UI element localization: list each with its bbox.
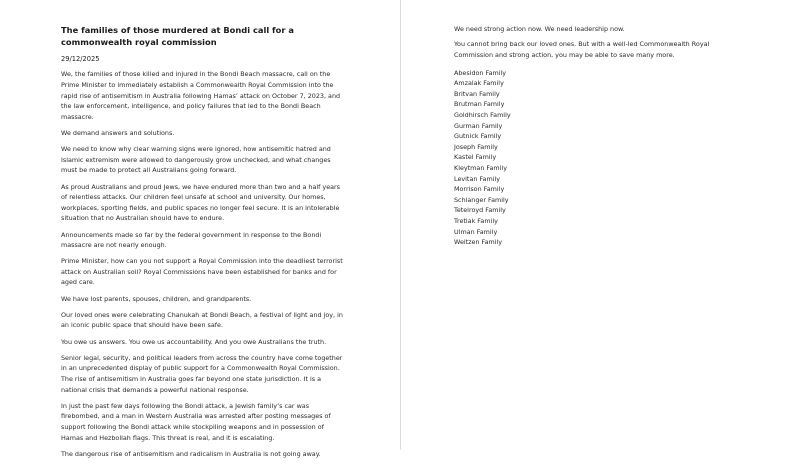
left-page-column <box>61 24 346 465</box>
list-item: Kastel Family <box>454 153 497 162</box>
paragraph: The dangerous rise of antisemitism and radicalism in Australia is not going away. <box>61 449 321 458</box>
paragraph: Senior legal, security, and political leaders from across the country have come together in an unprecedented display of public support for a Commonwealth Royal Commission. The rise of antisemitism in Australia goes far beyond one state jurisdiction. It is a national crisis that demands a powerful national response. <box>61 353 343 394</box>
document-date: 29/12/2025 <box>61 55 100 64</box>
paragraph: Announcements made so far by the federal government in response to the Bondi massacre are not nearly enough. <box>61 230 322 250</box>
paragraph: In just the past few days following the Bondi attack, a Jewish family’s car was firebombed, and a man in Western Australia was arrested after posting messages of support following the Bondi attack while stockpiling weapons and in possession of Hamas and Hezbollah flags. This threat is real, and it is escalating. <box>61 401 331 442</box>
paragraph: We, the families of those killed and injured in the Bondi Beach massacre, call on the Prime Minister to immediately establish a Commonwealth Royal Commission into the rapid rise of antisemitism in Australia following Hamas’ attack on October 7, 2023, and the law enforcement, intelligence, and policy failures that led to the Bondi Beach massacre. <box>61 70 341 121</box>
list-item: Goldhirsch Family <box>454 110 511 119</box>
right-page-column <box>454 24 749 248</box>
list-item: Gutnick Family <box>454 132 502 141</box>
list-item: Joseph Family <box>454 142 498 151</box>
list-item: Gurman Family <box>454 121 503 130</box>
paragraph: Our loved ones were celebrating Chanukah at Bondi Beach, a festival of light and joy, in an iconic public space that should have been safe. <box>61 310 343 330</box>
list-item: Brutman Family <box>454 100 505 109</box>
list-item: Morrison Family <box>454 185 505 194</box>
list-item: Amzalak Family <box>454 79 504 88</box>
paragraph: We have lost parents, spouses, children, and grandparents. <box>61 294 252 303</box>
family-signatory-list <box>454 68 749 248</box>
paragraph: We demand answers and solutions. <box>61 128 175 137</box>
document-title: The families of those murdered at Bondi call for a commonwealth royal commission <box>61 25 294 48</box>
paragraph: We need strong action now. We need leadership now. <box>454 25 625 33</box>
page-divider <box>400 0 401 450</box>
list-item: Tretiak Family <box>454 216 498 225</box>
list-item: Weitzen Family <box>454 238 503 247</box>
list-item: Ulman Family <box>454 227 498 236</box>
list-item: Britvan Family <box>454 89 500 98</box>
paragraph: You cannot bring back our loved ones. But with a well-led Commonwealth Royal Commission and strong action, you may be able to save many more. <box>454 40 710 60</box>
list-item: Levitan Family <box>454 174 501 183</box>
paragraph: Prime Minister, how can you not support a Royal Commission into the deadliest terrorist attack on Australian soil? Royal Commissions have been established for banks and for aged care. <box>61 257 343 287</box>
list-item: Abesidon Family <box>454 68 507 77</box>
list-item: Tetelroyd Family <box>454 206 506 215</box>
list-item: Kleytman Family <box>454 163 507 172</box>
paragraph: You owe us answers. You owe us accountability. And you owe Australians the truth. <box>61 337 327 346</box>
paragraph: As proud Australians and proud Jews, we have endured more than two and a half years of relentless attacks. Our children feel unsafe at school and university. Our homes, workplaces, sporting fields, and public spaces no longer feel secure. It is an intolerable situation that no Australian should have to endure. <box>61 182 341 223</box>
paragraph: We need to know why clear warning signs were ignored, how antisemitic hatred and Islamic extremism were allowed to dangerously grow unchecked, and what changes must be made to protect all Australians going forward. <box>61 145 331 175</box>
list-item: Schlanger Family <box>454 195 509 204</box>
